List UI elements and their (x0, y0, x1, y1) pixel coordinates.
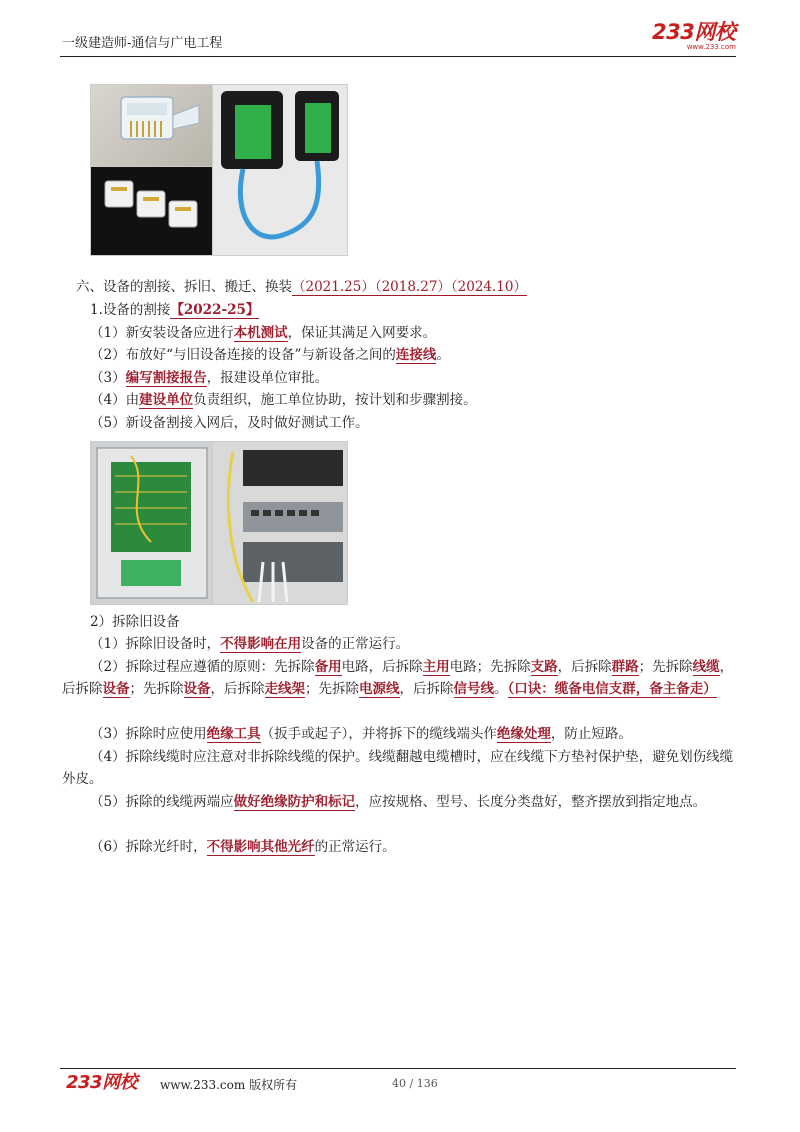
item-text: ，保证其满足入网要求。 (287, 325, 437, 341)
footer-copyright: www.233.com 版权所有 (160, 1078, 298, 1092)
item-highlight: 主用 (422, 659, 450, 675)
item-text: ，应按规格、型号、长度分类盘好，整齐摆放到指定地点。 (355, 794, 707, 810)
cutover-item-4 (90, 389, 477, 411)
cable-tester-illustration (213, 85, 347, 255)
rj45-connector-illustration (91, 85, 213, 167)
item-highlight: 绝缘处理 (496, 726, 551, 742)
item-highlight: 备用 (314, 659, 342, 675)
remove-item-5 (62, 791, 740, 813)
item-text: ，防止短路。 (550, 726, 632, 742)
item-text: （3） (90, 370, 126, 386)
remove-item-3 (90, 723, 632, 745)
brand-logo (652, 22, 736, 50)
item-highlight: 支路 (530, 659, 558, 675)
footer-logo: 233网校 (66, 1072, 138, 1093)
subsection-title-text: 1.设备的割接 (90, 302, 171, 318)
item-text: ，后拆除 (399, 681, 454, 697)
item-text: ；先拆除 (638, 659, 693, 675)
remove-item-4: （4）拆除线缆时应注意对非拆除线缆的保护。线缆翻越电缆槽时，应在线缆下方垫衬保护垫，避免划伤线缆外皮。 (62, 749, 734, 787)
item-text: ，后拆除 (62, 659, 734, 697)
remove-item-1 (90, 633, 409, 655)
item-text: ，报建设单位审批。 (206, 370, 329, 386)
item-text: （1）新安装设备应进行 (90, 325, 234, 341)
item-text: （5）拆除的线缆两端应 (90, 794, 234, 810)
cutover-item-5: （5）新设备割接入网后，及时做好测试工作。 (90, 415, 369, 431)
rj11-connectors-illustration (91, 167, 213, 255)
section-heading-text: 六、设备的割接、拆旧、搬迁、换装 (76, 279, 292, 295)
equipment-cabinet-illustration (91, 442, 213, 604)
item-highlight: 本机测试 (233, 325, 288, 341)
mnemonic-highlight: （口诀：缆备电信支群，备主备走） (507, 681, 717, 697)
equipment-cabinet-photo (90, 441, 214, 605)
header-divider (60, 56, 736, 57)
item-text: （2）布放好“与旧设备连接的设备”与新设备之间的 (90, 347, 396, 363)
item-highlight: 设备 (183, 681, 211, 697)
subsection-title-remove: 2）拆除旧设备 (90, 614, 180, 630)
item-text: ；先拆除 (129, 681, 184, 697)
remove-item-2 (62, 656, 740, 700)
item-text: 设备的正常运行。 (301, 636, 410, 652)
item-text: 负责组织，施工单位协助，按计划和步骤割接。 (193, 392, 477, 408)
item-text: （6）拆除光纤时， (90, 839, 207, 855)
item-highlight: 编写割接报告 (125, 370, 207, 386)
logo-url: www.233.com (686, 43, 736, 51)
item-highlight: 绝缘工具 (206, 726, 261, 742)
network-switch-illustration (213, 442, 347, 604)
item-highlight: 不得影响在用 (220, 636, 302, 652)
logo-text: 233网校 (652, 20, 736, 44)
section-heading-years: （2021.25）（2018.27）（2024.10） (292, 279, 527, 295)
item-text: ；先拆除 (305, 681, 359, 697)
page-number: 40 / 136 (392, 1077, 438, 1090)
rj45-connector-photo (90, 84, 214, 168)
cutover-item-1 (90, 322, 436, 344)
item-highlight: 信号线 (453, 681, 494, 697)
item-highlight: 不得影响其他光纤 (206, 839, 315, 855)
cutover-item-2 (90, 344, 450, 366)
item-highlight: 走线架 (264, 681, 305, 697)
item-text: （扳手或起子），并将拆下的缆线端头作 (260, 726, 497, 742)
item-text: 。 (494, 681, 508, 697)
cutover-item-3 (90, 367, 328, 389)
item-highlight: 线缆 (692, 659, 720, 675)
item-text: 电路，后拆除 (341, 659, 423, 675)
remove-item-6 (90, 836, 396, 858)
item-text: ，后拆除 (210, 681, 265, 697)
item-text: （1）拆除旧设备时， (90, 636, 221, 652)
subsection-title-cutover (90, 299, 259, 321)
item-highlight: 群路 (611, 659, 639, 675)
item-text: ，后拆除 (557, 659, 612, 675)
item-text: （3）拆除时应使用 (90, 726, 207, 742)
item-text: 的正常运行。 (314, 839, 396, 855)
item-highlight: 做好绝缘防护和标记 (233, 794, 356, 810)
item-highlight: 设备 (102, 681, 130, 697)
subsection-year: 【2022-25】 (170, 302, 260, 318)
item-highlight: 建设单位 (139, 392, 194, 408)
network-switch-photo (212, 441, 348, 605)
footer-divider (60, 1068, 736, 1069)
item-text: （2）拆除过程应遵循的原则：先拆除 (90, 659, 315, 675)
section-heading (76, 276, 527, 298)
item-text: 。 (436, 347, 450, 363)
rj11-connectors-photo (90, 166, 214, 256)
item-text: （4）由 (90, 392, 140, 408)
item-highlight: 连接线 (395, 347, 437, 363)
cable-tester-photo (212, 84, 348, 256)
header-title: 一级建造师-通信与广电工程 (62, 36, 223, 51)
item-text: 电路；先拆除 (449, 659, 531, 675)
item-highlight: 电源线 (359, 681, 400, 697)
